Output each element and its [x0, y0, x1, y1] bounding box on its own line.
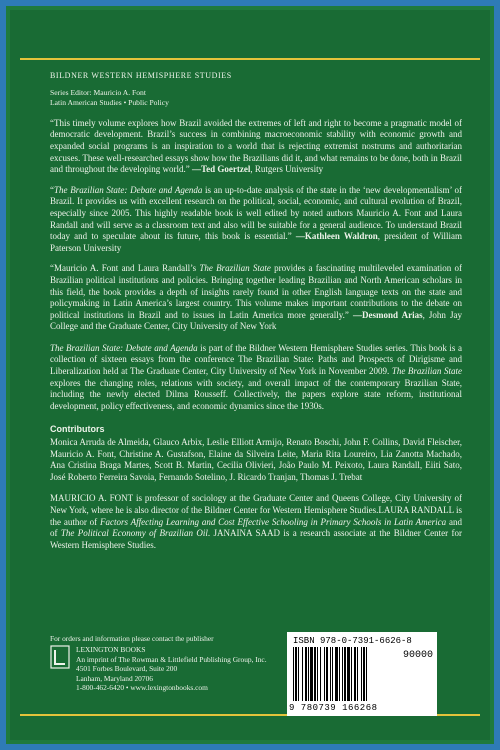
endorsement-waldron: “The Brazilian State: Debate and Agenda is an up-to-date analysis of the state in the ‘new developmentalism’ of Brazil. It provides us with excellent research on the political, social, economic, and cultural evolution of Brazil, especially since 2005. This highly readable book is well edited by noted authors Mauricio A. Font and Laura Randall and will serve as a classroom text and also will be suitable for a general audience. To understand Brazil today and to speculate about its future, this book is essential.” —Kathleen Waldron, president of William Paterson University: [50, 184, 462, 253]
quote-affiliation: , president of William Paterson University: [50, 231, 462, 253]
quote-affiliation: , John Jay College and the Graduate Center, City University of New York: [50, 309, 463, 332]
bio-book-title-a: Factors Affecting Learning and Cost Effective Schooling in Primary Schools in Latin America: [100, 516, 447, 527]
publisher-address-2: Lanham, Maryland 20706: [76, 673, 153, 683]
endorsement-goertzel: [50, 118, 462, 176]
quote-author: —Desmond Arias: [353, 309, 423, 320]
endorsement-arias: [50, 263, 462, 333]
bio-book-title-b: The Political Economy of Brazilian Oil: [60, 528, 208, 539]
publisher-info: [50, 634, 300, 692]
barcode-bars: [293, 647, 393, 701]
contributors-list: Monica Arruda de Almeida, Glauco Arbix, Leslie Elliott Armijo, Renato Boschi, John F. Collins, David Fleischer, Mauricio A. Font, Christine A. Gustafson, Elaine da Silveira Leite, Maria Rita Loureiro, Lia Zanotta Machado, Ana Cristina Braga Martes, Scott B. Martin, Cecilia Olivieri, João Paulo M. Peixoto, Laura Randall, Eiiti Sato, José Roberto Ferreira Savoia, Fernando Sotelino, J. Ricardo Tranjan, Thomas J. Trebat: [50, 437, 462, 482]
quote-author: —Kathleen Waldron: [295, 231, 378, 242]
series-subjects: Latin American Studies • Public Policy: [50, 98, 169, 108]
publisher-address-1: 4501 Forbes Boulevard, Suite 200: [76, 664, 178, 674]
quote-text-a: “Mauricio A. Font and Laura Randall’s: [50, 263, 200, 274]
description-text-a: is part of the Bildner Western Hemisphere Studies series. This book is a collection of sixteen essays from the conference The Brazilian State: Paths and Prospects of Dirigisme and Liberalization held at The Graduate Center, City University of New York in November 2009.: [50, 342, 462, 377]
book-title-italic: The Brazilian State: Debate and Agenda: [50, 342, 198, 353]
bio-text-c: . JANAINA SAAD is a research associate at the Bildner Center for Western Hemisphere Studies.: [50, 528, 462, 550]
bio-text-b: and of: [50, 516, 463, 539]
quote-text-b: provides a fascinating multileveled examination of Brazilian political institutions and policies. Bringing together leading Brazilian and North American scholars in this field, the book provides a depth of insights rarely found in other English language texts on the state and policymaking in Latin America’s largest country. This volume makes important contributions to the debate on political institutions in Brazil and to issues in Latin America more generally.”: [50, 263, 462, 320]
orders-note: For orders and information please contact the publisher: [50, 634, 214, 643]
contributors-heading: Contributors: [50, 424, 105, 435]
top-gold-rule: [20, 58, 480, 60]
publisher-name: LEXINGTON BOOKS: [76, 645, 146, 655]
book-title-italic-2: The Brazilian State: [391, 366, 462, 377]
price-code: 90000: [402, 650, 433, 661]
quote-affiliation: , Rutgers University: [250, 164, 324, 175]
quote-text: “This timely volume explores how Brazil avoided the extremes of left and right to become a pragmatic model of democratic development. Brazil’s success in combining macroeconomic stability with economic growth and expanded social programs is an inspiration to a world that is rejecting extremist nostrums and authoritarian excuses. These well-researched essays show how the Brazilians did it, and what remains to be done, both in Brazil and throughout the developing world.”: [50, 117, 462, 175]
isbn-barcode: [287, 632, 437, 716]
publisher-imprint: An imprint of The Rowman & Littlefield Publishing Group, Inc.: [76, 654, 267, 664]
description-text-b: explores the changing roles, relations with society, and overall impact of the contemporary Brazilian State, including the newly elected Dilma Rousseff. Collectively, the papers explore state reform, institutional development, policy effectiveness, and economic dynamics since the 1930s.: [50, 377, 462, 411]
bio-text-a: MAURICIO A. FONT is professor of sociology at the Graduate Center and Queens College, City University of New York, where he is also director of the Bildner Center for Western Hemisphere Studies.LAURA RANDALL is the author of: [50, 493, 462, 527]
publisher-phone-web: 1-800-462-6420 • www.lexingtonbooks.com: [76, 683, 208, 693]
editor-bios: [50, 493, 462, 551]
book-title-italic: The Brazilian State: [199, 263, 271, 274]
ean-number: 9 780739 166268: [289, 703, 378, 713]
quote-text: is an up-to-date analysis of the state in the ‘new developmentalism’ of Brazil. It provides us with excellent research on the political, social, economic, and cultural evolution of Brazil, especially since 2005. This highly readable book is well edited by noted authors Mauricio A. Font and Laura Randall and will serve as a classroom text and also will be suitable for a general audience. To understand Brazil today and to speculate about its future, this book is essential.”: [50, 184, 462, 242]
back-cover-text: [50, 68, 462, 551]
book-description: [50, 343, 462, 413]
series-title: BILDNER WESTERN HEMISPHERE STUDIES: [50, 71, 232, 80]
quote-author: —Ted Goertzel: [191, 164, 251, 175]
book-title-italic: The Brazilian State: Debate and Agenda: [54, 184, 203, 195]
isbn-number: ISBN 978-0-7391-6626-8: [293, 636, 412, 646]
series-editor: Series Editor: Mauricio A. Font: [50, 87, 146, 97]
lexington-books-logo-icon: [50, 645, 70, 669]
